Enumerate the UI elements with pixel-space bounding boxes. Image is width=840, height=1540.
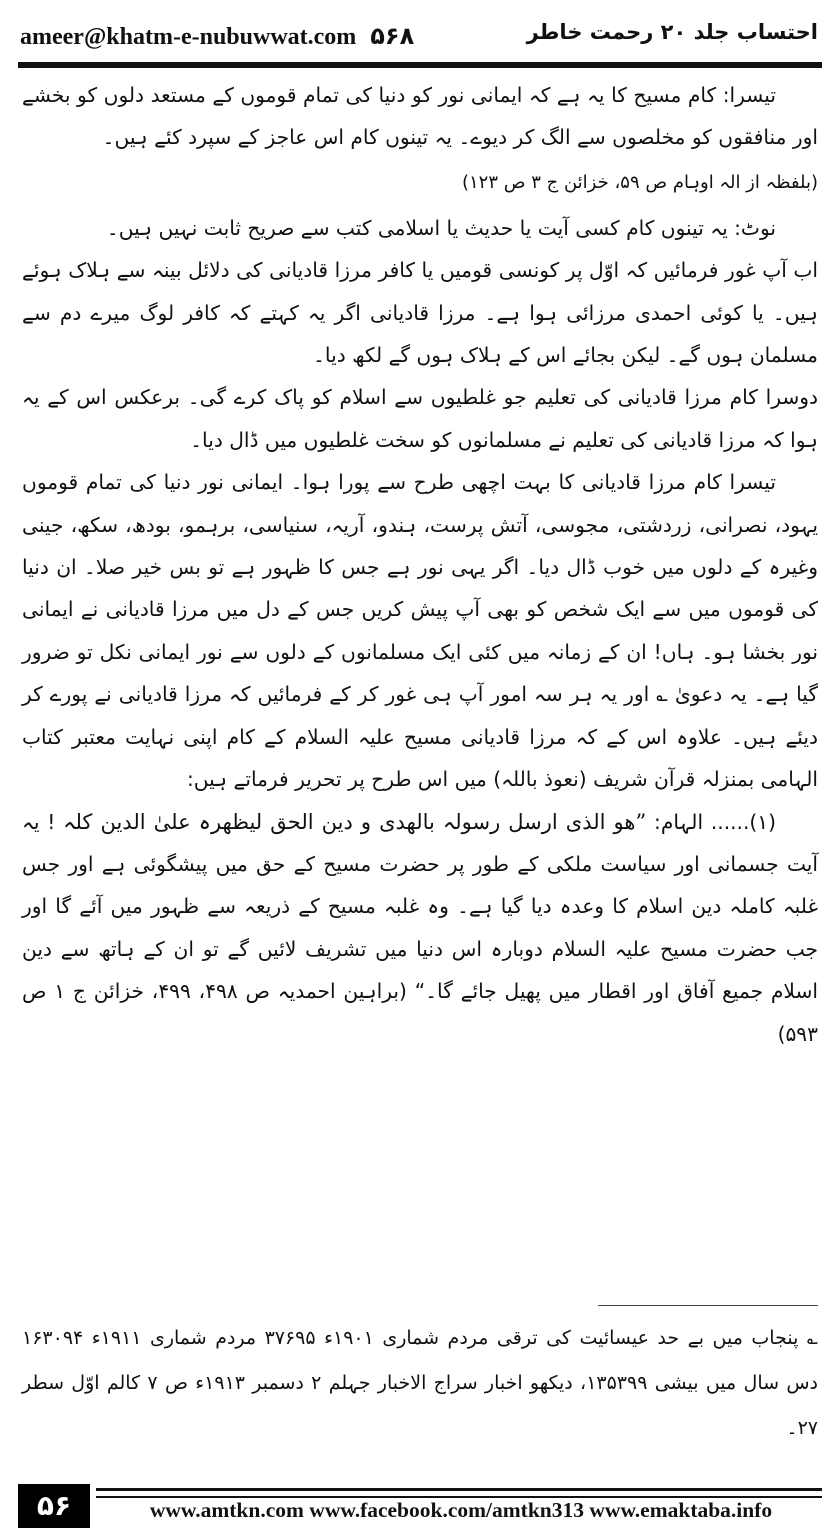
ilham-lead: (۱)...... الہام: — [654, 809, 776, 834]
ilham-paragraph — [22, 801, 818, 1055]
footnote-rule — [598, 1305, 818, 1306]
footer-page-number: ۵۶ — [18, 1484, 90, 1528]
ilham-explanation: ! یہ آیت جسمانی اور سیاست ملکی کے طور پر حضرت مسیح کے حق میں پیشگوئی ہے اور جس غلبہ کاملہ دین اسلام کا وعدہ دیا گیا ہے۔ وہ غلبہ مسیح کے ذریعہ سے ظہور میں آئے گا اور جب حضرت مسیح علیہ السلام دوبارہ اس دنیا میں تشریف لائیں گے تو ان کے ہاتھ سے دین اسلام جمیع آفاق اور اقطار میں پھیل جائے گا۔“ — [22, 809, 818, 1004]
paragraph-note: نوٹ: یہ تینوں کام کسی آیت یا حدیث یا اسلامی کتب سے صریح ثابت نہیں ہیں۔ — [106, 215, 776, 240]
paragraph-3: اب آپ غور فرمائیں کہ اوّل پر کونسی قومیں یا کافر مرزا قادیانی کی دلائل بینہ سے ہلاک ہوئے ہیں۔ یا کوئی احمدی مرزائی ہوا ہے۔ مرزا قادیانی اگر یہ کہتے کہ کافر لوگ میرے دم سے مسلمان ہوں گے۔ لیکن بجائے اس کے ہلاک ہوں گے لکھ دیا۔ — [22, 258, 818, 368]
reference-1: (بلفظہ از الہ اوہام ص ۵۹، خزائن ج ۳ ص ۱۲۳) — [461, 171, 818, 193]
page-footer — [18, 1484, 822, 1532]
header-book-title: احتساب جلد ۲۰ رحمت خاطر — [526, 20, 818, 44]
header-email[interactable]: ameer@khatm-e-nubuwwat.com — [20, 24, 357, 50]
paragraph-1: تیسرا: کام مسیح کا یہ ہے کہ ایمانی نور کو دنیا کی تمام قوموں کے مستعد دلوں کو بخشے اور منافقوں کو مخلصوں سے الگ کر دیوے۔ یہ تینوں کام اس عاجز کے سپرد کئے ہیں۔ — [22, 83, 818, 150]
page-body — [22, 74, 818, 1055]
footnote-text: ؎ پنجاب میں بے حد عیسائیت کی ترقی مردم شماری ۱۹۰۱ء ۳۷۶۹۵ مردم شماری ۱۹۱۱ء ۱۶۳۰۹۴ دس سال میں بیشی ۱۳۵۳۹۹، دیکھو اخبار سراج الاخبار جہلم ۲ دسمبر ۱۹۱۳ء ص ۷ کالم اوّل سطر ۲۷۔ — [22, 1327, 818, 1439]
header-left — [20, 22, 414, 51]
footnote — [22, 1316, 818, 1451]
paragraph-5: تیسرا کام مرزا قادیانی کا بہت اچھی طرح سے پورا ہوا۔ ایمانی نور دنیا کی تمام قوموں یہود، نصرانی، زردشتی، مجوسی، آتش پرست، ہندو، آریہ، سنیاسی، برہمو، بودھ، سکھ، جینی وغیرہ کے دلوں میں خوب ڈال دیا۔ اگر یہی نور ہے جس کا ظہور ہے تو بس خیر صلا۔ ان دنیا کی قوموں میں سے ایک شخص کو بھی آپ پیش کریں جس کے دل میں مرزا قادیانی نے ایمانی نور بخشا ہو۔ ہاں! ان کے زمانہ میں کئی ایک مسلمانوں کے دلوں سے نور ایمانی نکل تو ضرور گیا ہے۔ یہ دعویٰ ؎ اور یہ ہر سہ امور آپ ہی غور کر کے فرمائیں کہ مرزا قادیانی نے پورے کر دیئے ہیں۔ علاوہ اس کے کہ مرزا قادیانی مسیح علیہ السلام کے کام اپنی نہایت معتبر کتاب الہامی بمنزلہ قرآن شریف (نعوذ باللہ) میں اس طرح پر تحریر فرماتے ہیں: — [22, 470, 818, 792]
paragraph-4: دوسرا کام مرزا قادیانی کی تعلیم جو غلطیوں سے اسلام کو پاک کرے گی۔ برعکس اس کے یہ ہوا کہ مرزا قادیانی کی تعلیم نے مسلمانوں کو سخت غلطیوں میں ڈال دیا۔ — [22, 385, 818, 452]
reference-2: (براہین احمدیہ ص ۴۹۸، ۴۹۹، خزائن ج ۱ ص ۵۹۳) — [22, 979, 818, 1046]
page-header — [20, 18, 818, 58]
footer-links[interactable]: www.amtkn.com www.facebook.com/amtkn313 www.emaktaba.info — [149, 1498, 773, 1522]
footer-rule-thick — [96, 1488, 822, 1491]
header-rule — [18, 62, 822, 68]
header-page-number: ۵۶۸ — [370, 22, 415, 50]
ilham-arabic: ”ھو الذی ارسل رسولہ بالھدی و دین الحق لیظھرہ علیٰ الدین کلہ — [63, 809, 647, 834]
